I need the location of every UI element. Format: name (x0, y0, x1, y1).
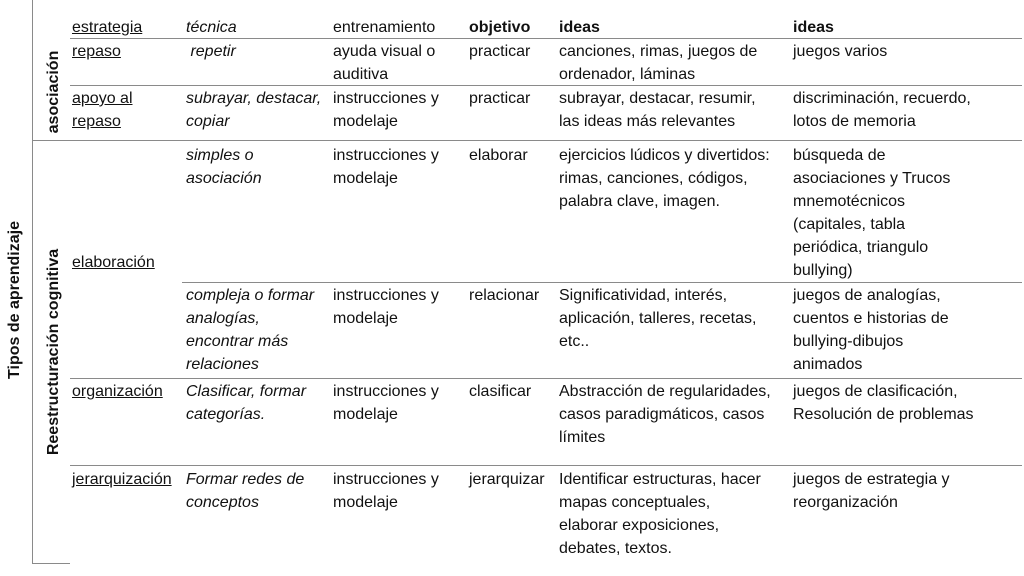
row-divider-rule (70, 465, 1022, 466)
group-label-asociacion: asociación (45, 50, 62, 134)
header-objetivo: objetivo (469, 19, 531, 36)
cell-entrenamiento: instrucciones y modelaje (333, 147, 439, 187)
cell-estrategia: elaboración (72, 254, 155, 271)
row-divider-rule (182, 282, 1022, 283)
cell-ideas: Abstracción de regularidades, casos paradigmáticos, casos límites (559, 383, 771, 446)
cell-tecnica: repetir (186, 43, 236, 60)
cell-entrenamiento: instrucciones y modelaje (333, 383, 439, 423)
bottom-left-rule (32, 563, 70, 564)
cell-ideas: búsqueda de asociaciones y Trucos mnemotécnicos (capitales, tabla periódica, triangulo bullying) (793, 147, 951, 279)
cell-ideas: juegos de analogías, cuentos e historias de bullying-dibujos animados (793, 287, 949, 373)
cell-objetivo: jerarquizar (469, 471, 545, 488)
header-ideas: ideas (559, 19, 600, 36)
cell-ideas: canciones, rimas, juegos de ordenador, láminas (559, 43, 758, 83)
group-label-reestructuracion: Reestructuración cognitiva (45, 248, 62, 456)
cell-ideas: ejercicios lúdicos y divertidos: rimas, canciones, códigos, palabra clave, imagen. (559, 147, 770, 210)
header-estrategia: estrategia (72, 19, 143, 36)
cell-ideas: Identificar estructuras, hacer mapas conceptuales, elaborar exposiciones, debates, textos. (559, 471, 761, 557)
cell-entrenamiento: instrucciones y modelaje (333, 90, 439, 130)
cell-estrategia: organización (72, 383, 163, 400)
cell-objetivo: practicar (469, 90, 531, 107)
cell-tecnica: simples o asociación (186, 147, 262, 187)
cell-objetivo: clasificar (469, 383, 532, 400)
cell-ideas: juegos de clasificación, Resolución de problemas (793, 383, 974, 423)
cell-ideas: juegos de estrategia y reorganización (793, 471, 950, 511)
cell-ideas: discriminación, recuerdo, lotos de memoria (793, 90, 971, 130)
cell-tecnica: compleja o formar analogías, encontrar más relaciones (186, 287, 315, 373)
cell-tecnica: Clasificar, formar categorías. (186, 383, 307, 423)
cell-ideas: subrayar, destacar, resumir, las ideas más relevantes (559, 90, 756, 130)
cell-ideas: juegos varios (793, 43, 888, 60)
row-divider-rule (70, 378, 1022, 379)
cell-estrategia: apoyo al repaso (72, 90, 133, 130)
cell-estrategia: repaso (72, 43, 121, 60)
header-entrenamiento: entrenamiento (333, 19, 436, 36)
outer-left-rule (32, 0, 33, 564)
cell-ideas: Significatividad, interés, aplicación, talleres, recetas, etc.. (559, 287, 757, 350)
header-ideas: ideas (793, 19, 834, 36)
header-tecnica: técnica (186, 19, 237, 36)
cell-objetivo: relacionar (469, 287, 540, 304)
cell-tecnica: Formar redes de conceptos (186, 471, 305, 511)
cell-entrenamiento: instrucciones y modelaje (333, 471, 439, 511)
cell-entrenamiento: ayuda visual o auditiva (333, 43, 436, 83)
cell-estrategia: jerarquización (72, 471, 172, 488)
outer-group-label: Tipos de aprendizaje (6, 221, 23, 379)
group-divider-rule (32, 140, 1022, 141)
cell-objetivo: practicar (469, 43, 531, 60)
cell-tecnica: subrayar, destacar, copiar (186, 90, 322, 130)
cell-entrenamiento: instrucciones y modelaje (333, 287, 439, 327)
row-divider-rule (70, 85, 1022, 86)
cell-objetivo: elaborar (469, 147, 528, 164)
